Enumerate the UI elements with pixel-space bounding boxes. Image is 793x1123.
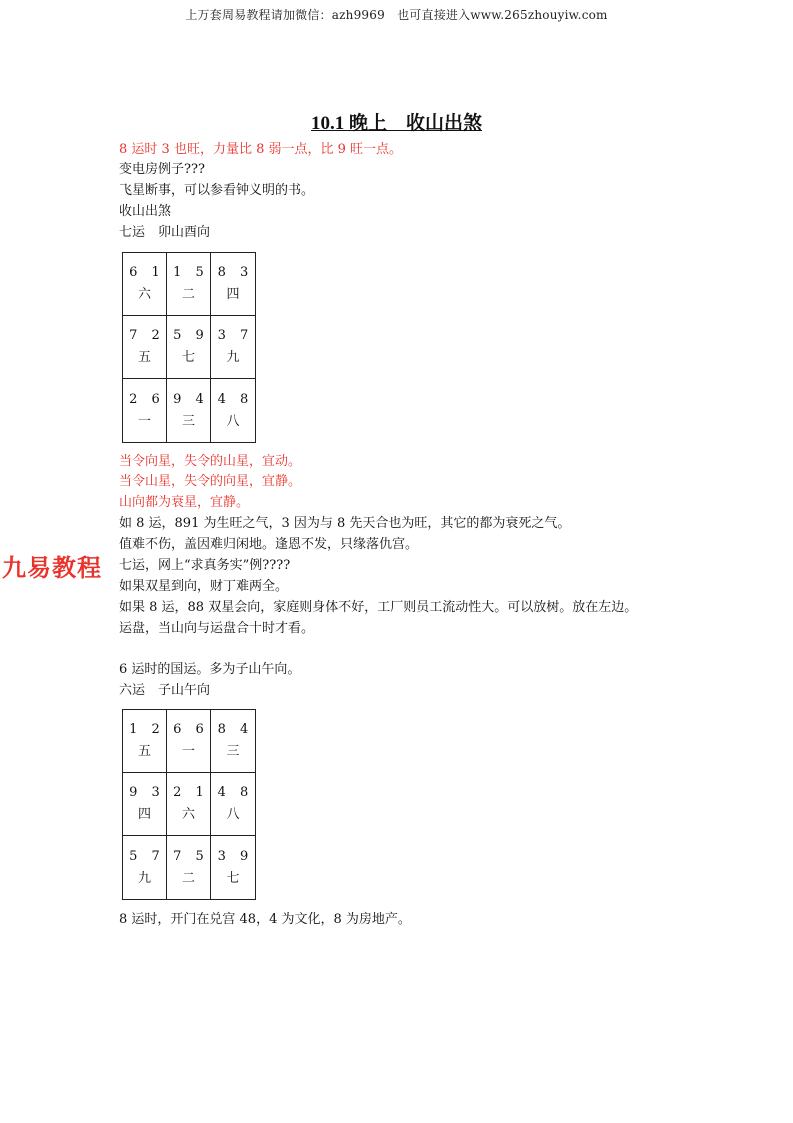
chart2-cell <box>211 710 255 773</box>
chart1-cell <box>167 316 211 379</box>
line-b2: 山向都为衰星，宜静。 <box>119 495 250 510</box>
line-a1: 变电房例子??? <box>119 162 205 177</box>
chart2-cell <box>167 773 211 836</box>
palace: 四 <box>137 807 151 822</box>
palace: 九 <box>137 870 151 886</box>
chart2-cell <box>123 710 167 773</box>
line-a2: 飞星断事，可以参看钟义明的书。 <box>119 183 315 198</box>
stars: 9 3 <box>129 785 165 800</box>
palace: 九 <box>226 350 240 365</box>
stars: 5 9 <box>173 328 209 343</box>
chart1-cell <box>211 253 255 316</box>
palace: 二 <box>181 870 195 886</box>
line-b1: 当令山星，失令的向星，宜静。 <box>119 474 302 489</box>
line-b4: 值难不伤，盖因难归闲地。逢恩不发，只缘落仇宫。 <box>119 537 419 552</box>
stars: 9 4 <box>173 391 209 407</box>
palace: 一 <box>137 413 151 429</box>
stars: 8 3 <box>217 265 254 280</box>
flying-star-chart-2 <box>122 709 256 900</box>
palace: 四 <box>226 287 240 302</box>
line-b3: 如 8 运，891 为生旺之气，3 因为与 8 先天合也为旺，其它的都为衰死之气。 <box>119 516 571 531</box>
watermark-logo: 九易教程 <box>2 554 102 582</box>
chart1-cell <box>123 379 167 442</box>
chart2-cell <box>167 836 211 899</box>
palace: 六 <box>137 287 151 302</box>
stars: 6 1 <box>129 265 165 280</box>
chart1-cell <box>123 253 167 316</box>
chart2-cell <box>211 773 255 836</box>
line-b0: 当令向星，失令的山星，宜动。 <box>119 454 302 469</box>
page-header: 上万套周易教程请加微信：azh9969 也可直接进入www.265zhouyiw.com <box>185 8 608 22</box>
stars: 5 7 <box>129 848 165 864</box>
chart1-cell <box>211 316 255 379</box>
chart1-cell <box>211 379 255 442</box>
palace: 六 <box>181 807 195 822</box>
stars: 6 6 <box>173 722 209 737</box>
stars: 8 4 <box>217 722 254 737</box>
palace: 七 <box>181 350 195 365</box>
stars: 3 7 <box>217 328 254 343</box>
line-b7: 如果 8 运，88 双星会向，家庭则身体不好，工厂则员工流动性大。可以放树。放在左边。 <box>119 600 638 615</box>
chart2-cell <box>123 836 167 899</box>
chart1-cell <box>123 316 167 379</box>
page-title: 10.1 晚上 收山出煞 <box>310 113 482 134</box>
chart2-cell <box>211 836 255 899</box>
line-b6: 如果双星到向，财丁难两全。 <box>119 579 289 594</box>
palace: 五 <box>137 350 151 365</box>
palace: 八 <box>226 807 240 822</box>
chart2-cell <box>167 710 211 773</box>
palace: 七 <box>226 870 240 886</box>
palace: 三 <box>181 413 195 429</box>
palace: 三 <box>226 744 240 759</box>
line-b5: 七运，网上“求真务实”例???? <box>119 558 291 573</box>
stars: 1 2 <box>129 722 165 737</box>
palace: 五 <box>137 744 151 759</box>
stars: 3 9 <box>217 848 254 864</box>
stars: 7 2 <box>129 328 165 343</box>
stars: 4 8 <box>217 785 254 800</box>
stars: 4 8 <box>217 391 254 407</box>
line-b8: 运盘，当山向与运盘合十时才看。 <box>119 621 315 636</box>
chart1-cell <box>167 253 211 316</box>
palace: 二 <box>181 287 195 302</box>
last-line: 8 运时，开门在兑宫 48，4 为文化，8 为房地产。 <box>119 912 411 927</box>
stars: 7 5 <box>173 848 209 864</box>
palace: 八 <box>226 413 240 429</box>
chart2-cell <box>123 773 167 836</box>
line-b9: 6 运时的国运。多为子山午向。 <box>119 662 301 677</box>
line-a3: 收山出煞 <box>119 204 172 219</box>
line-a4: 七运 卯山酉向 <box>119 225 211 240</box>
line-b10: 六运 子山午向 <box>119 683 211 698</box>
line-a0: 8 运时 3 也旺，力量比 8 弱一点，比 9 旺一点。 <box>119 142 403 157</box>
stars: 1 5 <box>173 265 209 280</box>
palace: 一 <box>181 744 195 759</box>
flying-star-chart-1 <box>122 252 256 443</box>
chart1-cell <box>167 379 211 442</box>
stars: 2 6 <box>129 391 165 407</box>
stars: 2 1 <box>173 785 209 800</box>
